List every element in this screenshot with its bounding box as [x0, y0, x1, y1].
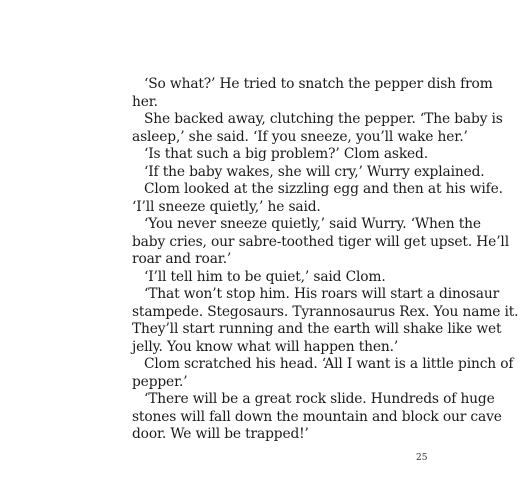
text-line: ‘If the baby wakes, she will cry,’ Wurry explained. — [144, 163, 485, 180]
text-line: door. We will be trapped!’ — [132, 426, 309, 442]
story-text-block — [132, 76, 519, 444]
text-line: jelly. You know what will happen then.’ — [132, 338, 399, 355]
text-line: ‘You never sneeze quietly,’ said Wurry. ‘When the — [144, 216, 481, 232]
text-line: her. — [132, 93, 158, 110]
text-line: baby cries, our sabre-toothed tiger will get upset. He’ll — [132, 233, 509, 250]
text-line: ‘I’ll sneeze quietly,’ he said. — [132, 198, 321, 215]
text-line: stampede. Stegosaurs. Tyrannosaurus Rex. You name it. — [132, 303, 519, 320]
text-line: ‘I’ll tell him to be quiet,’ said Clom. — [144, 268, 386, 285]
text-line: ‘Is that such a big problem?’ Clom asked. — [144, 146, 428, 162]
text-line: Clom scratched his head. ‘All I want is a little pinch of — [144, 356, 514, 372]
text-line: They’ll start running and the earth will shake like wet — [132, 321, 502, 337]
text-line: ‘That won’t stop him. His roars will start a dinosaur — [144, 286, 500, 302]
text-line: ‘So what?’ He tried to snatch the pepper dish from — [144, 76, 493, 92]
text-line: She backed away, clutching the pepper. ‘The baby is — [144, 111, 503, 127]
text-line: Clom looked at the sizzling egg and then at his wife. — [144, 181, 503, 197]
text-line: roar and roar.’ — [132, 251, 232, 267]
page-number: 25 — [416, 453, 428, 463]
text-line: pepper.’ — [132, 373, 188, 390]
text-line: asleep,’ she said. ‘If you sneeze, you’ll wake her.’ — [132, 128, 468, 145]
text-line: stones will fall down the mountain and block our cave — [132, 408, 502, 425]
text-line: ‘There will be a great rock slide. Hundreds of huge — [144, 391, 495, 407]
